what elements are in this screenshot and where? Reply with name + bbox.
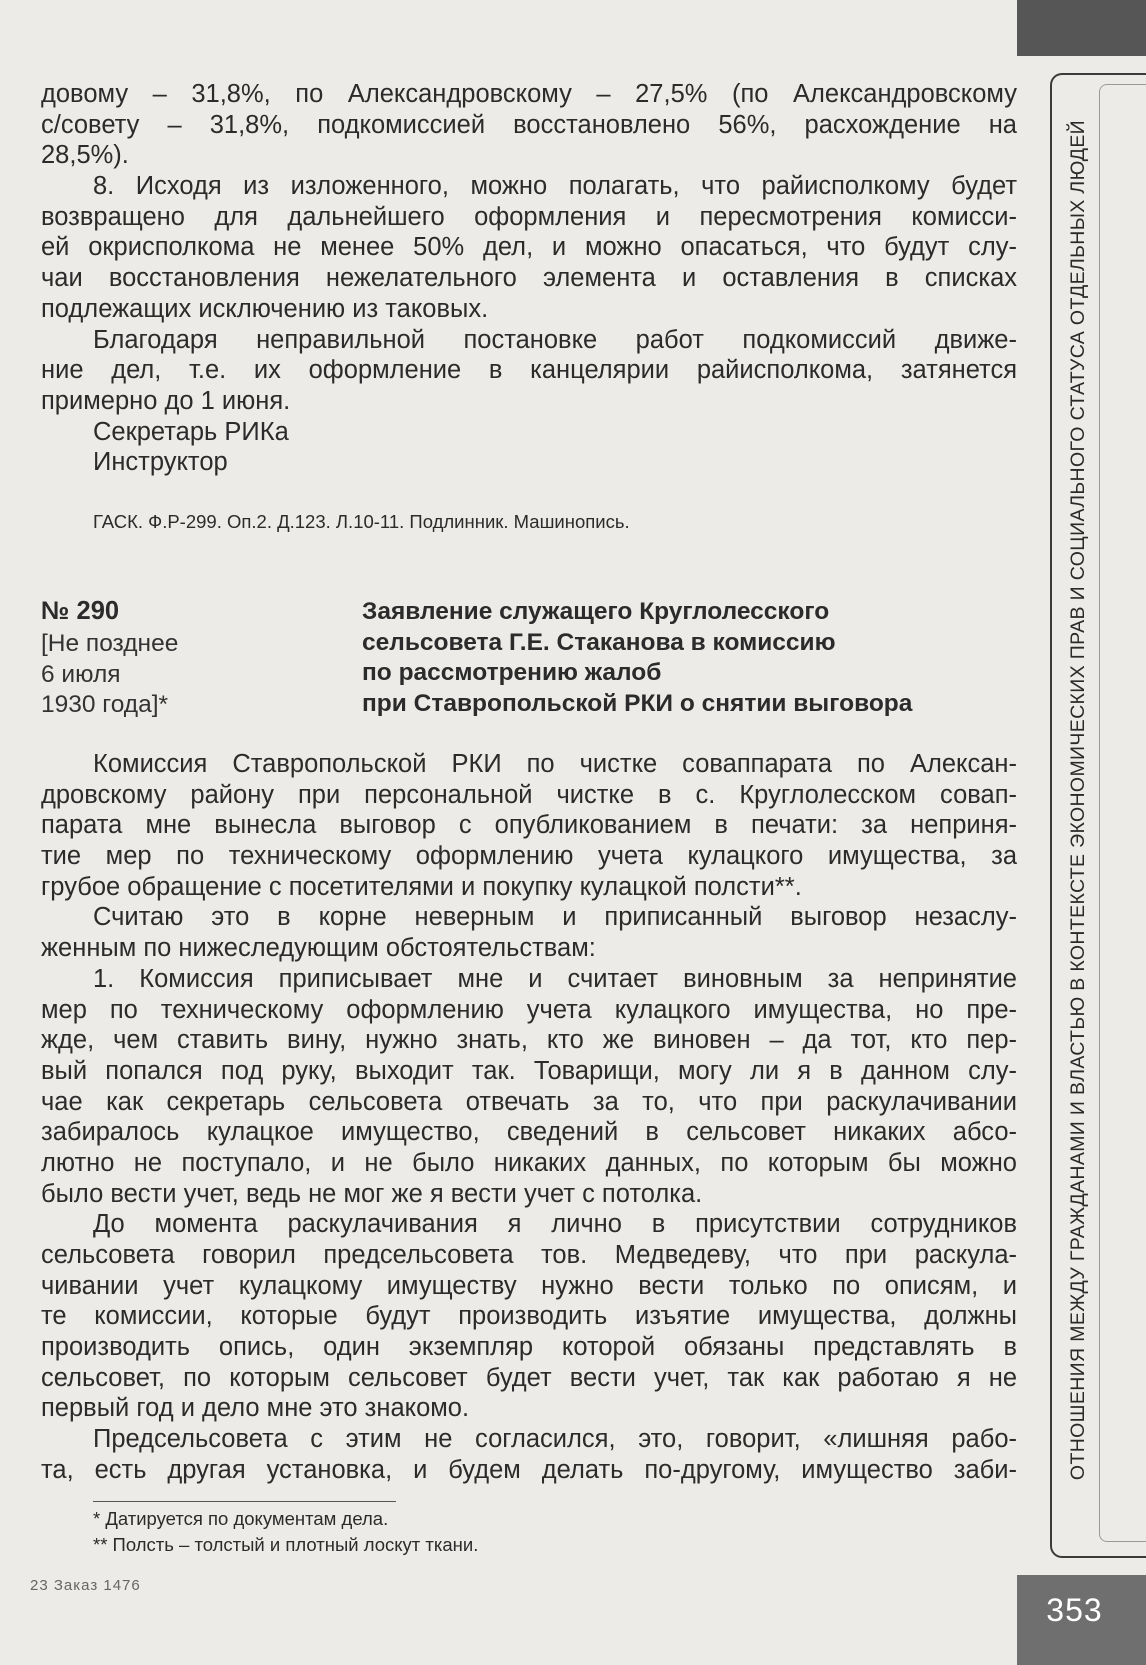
text-line: подлежащих исключению из таковых. (41, 294, 489, 323)
text-line: Комиссия Ставропольской РКИ по чистке соваппарата по Алексан- (93, 750, 1017, 778)
text-line: те комиссии, которые будут производить изъятие имущества, должны (41, 1302, 1017, 1331)
text-line: вый попался под руку, выходит так. Товарищи, могу ли я в данном слу- (41, 1056, 1017, 1085)
text-line: лютно не поступало, и не было никаких данных, по которым бы можно (41, 1148, 1017, 1177)
top-tab-marker (1017, 0, 1146, 56)
text-line: грубое обращение с посетителями и покупку кулацкой полсти**. (41, 872, 802, 901)
text-line: До момента раскулачивания я лично в присутствии сотрудников (93, 1210, 1017, 1239)
text-line: возвращено для дальнейшего оформления и пересмотрения комисси- (41, 202, 1017, 231)
date-line: 6 июля (41, 660, 121, 688)
text-line: Благодаря неправильной постановке работ подкомиссий движе- (93, 325, 1017, 354)
text-line: 8. Исходя из изложенного, можно полагать, что райисполкому будет (93, 172, 1017, 201)
text-line: Считаю это в корне неверным и приписанный выговор незаслу- (93, 903, 1017, 932)
footnote: * Датируется по документам дела. (93, 1508, 389, 1529)
title-line: по рассмотрению жалоб (362, 659, 662, 686)
title-line: сельсовета Г.Е. Стаканова в комиссию (362, 628, 836, 656)
text-line: чае как секретарь сельсовета отвечать за то, что при раскулачивании (41, 1087, 1017, 1116)
text-line: сельсовет, по которым сельсовет будет вести учет, так как работаю я не (41, 1363, 1017, 1392)
text-line: дровскому району при персональной чистке в с. Круглолесском совап- (41, 780, 1017, 809)
document-date (41, 629, 178, 721)
text-line: забиралось кулацкое имущество, сведений в сельсовет никаких абсо- (41, 1118, 1017, 1147)
text-line: 28,5%). (41, 141, 129, 170)
text-line: чаи восстановления нежелательного элемента и оставления в списках (41, 264, 1017, 293)
date-line: 1930 года]* (41, 691, 169, 718)
text-line: 1. Комиссия приписывает мне и считает виновным за непринятие (93, 964, 1017, 993)
text-line: Предсельсовета с этим не согласился, это, говорит, «лишняя рабо- (93, 1425, 1017, 1454)
document-title (362, 597, 912, 719)
date-line: [Не позднее (41, 630, 179, 657)
title-line: при Ставропольской РКИ о снятии выговора (362, 689, 913, 717)
footnotes (93, 1506, 478, 1558)
section-running-title: ОТНОШЕНИЯ МЕЖДУ ГРАЖДАНАМИ И ВЛАСТЬЮ В КОНТЕКСТЕ ЭКОНОМИЧЕСКИХ ПРАВ И СОЦИАЛЬНОГО СТАТУСА ОТДЕЛЬНЫХ ЛЮДЕЙ (1067, 119, 1089, 1481)
text-line: было вести учет, ведь не мог же я вести учет с потолка. (41, 1179, 703, 1208)
print-order-mark: 23 Заказ 1476 (30, 1577, 141, 1594)
text-line: мер по техническому оформлению учета кулацкого имущества, но пре- (41, 995, 1017, 1024)
text-line: примерно до 1 июня. (41, 386, 291, 415)
text-line: женным по нижеследующим обстоятельствам: (41, 934, 596, 963)
document-body (41, 749, 1017, 1486)
text-line: парата мне вынесла выговор с опубликованием в печати: за неприня- (41, 811, 1017, 840)
title-line: Заявление служащего Круглолесского (362, 598, 830, 625)
footnote-divider (93, 1501, 396, 1502)
text-line: производить опись, один экземпляр которой обязаны представлять в (41, 1333, 1017, 1362)
signature-secretary: Секретарь РИКа (93, 417, 289, 446)
signature-instructor: Инструктор (93, 448, 228, 477)
text-line: с/совету – 31,8%, подкомиссией восстановлено 56%, расхождение на (41, 110, 1017, 139)
text-line: ей окрисполкома не менее 50% дел, и можно опасаться, что будут слу- (41, 233, 1017, 262)
archive-source: ГАСК. Ф.Р-299. Оп.2. Д.123. Л.10-11. Подлинник. Машинопись. (93, 511, 630, 532)
document-number: № 290 (41, 597, 120, 625)
page-number: 353 (1046, 1592, 1103, 1628)
text-line: сельсовета говорил предсельсовета тов. Медведеву, что при раскула- (41, 1241, 1017, 1269)
text-line: жде, чем ставить вину, нужно знать, кто же виновен – да тот, кто пер- (41, 1026, 1017, 1055)
text-line: тие мер по техническому оформлению учета кулацкого имущества, за (41, 842, 1017, 871)
text-line: довому – 31,8%, по Александровскому – 27,5% (по Александровскому (41, 80, 1017, 108)
text-line: та, есть другая установка, и будем делать по-другому, имущество заби- (41, 1455, 1017, 1484)
text-line: чивании учет кулацкому имуществу нужно вести только по описям, и (41, 1271, 1017, 1300)
text-line: ние дел, т.е. их оформление в канцелярии райисполкома, затянется (41, 356, 1017, 385)
text-line: первый год и дело мне это знакомо. (41, 1394, 470, 1423)
footnote: ** Полсть – толстый и плотный лоскут ткани. (93, 1534, 479, 1555)
side-inner-frame (1099, 84, 1146, 1542)
continued-text (41, 79, 1017, 478)
